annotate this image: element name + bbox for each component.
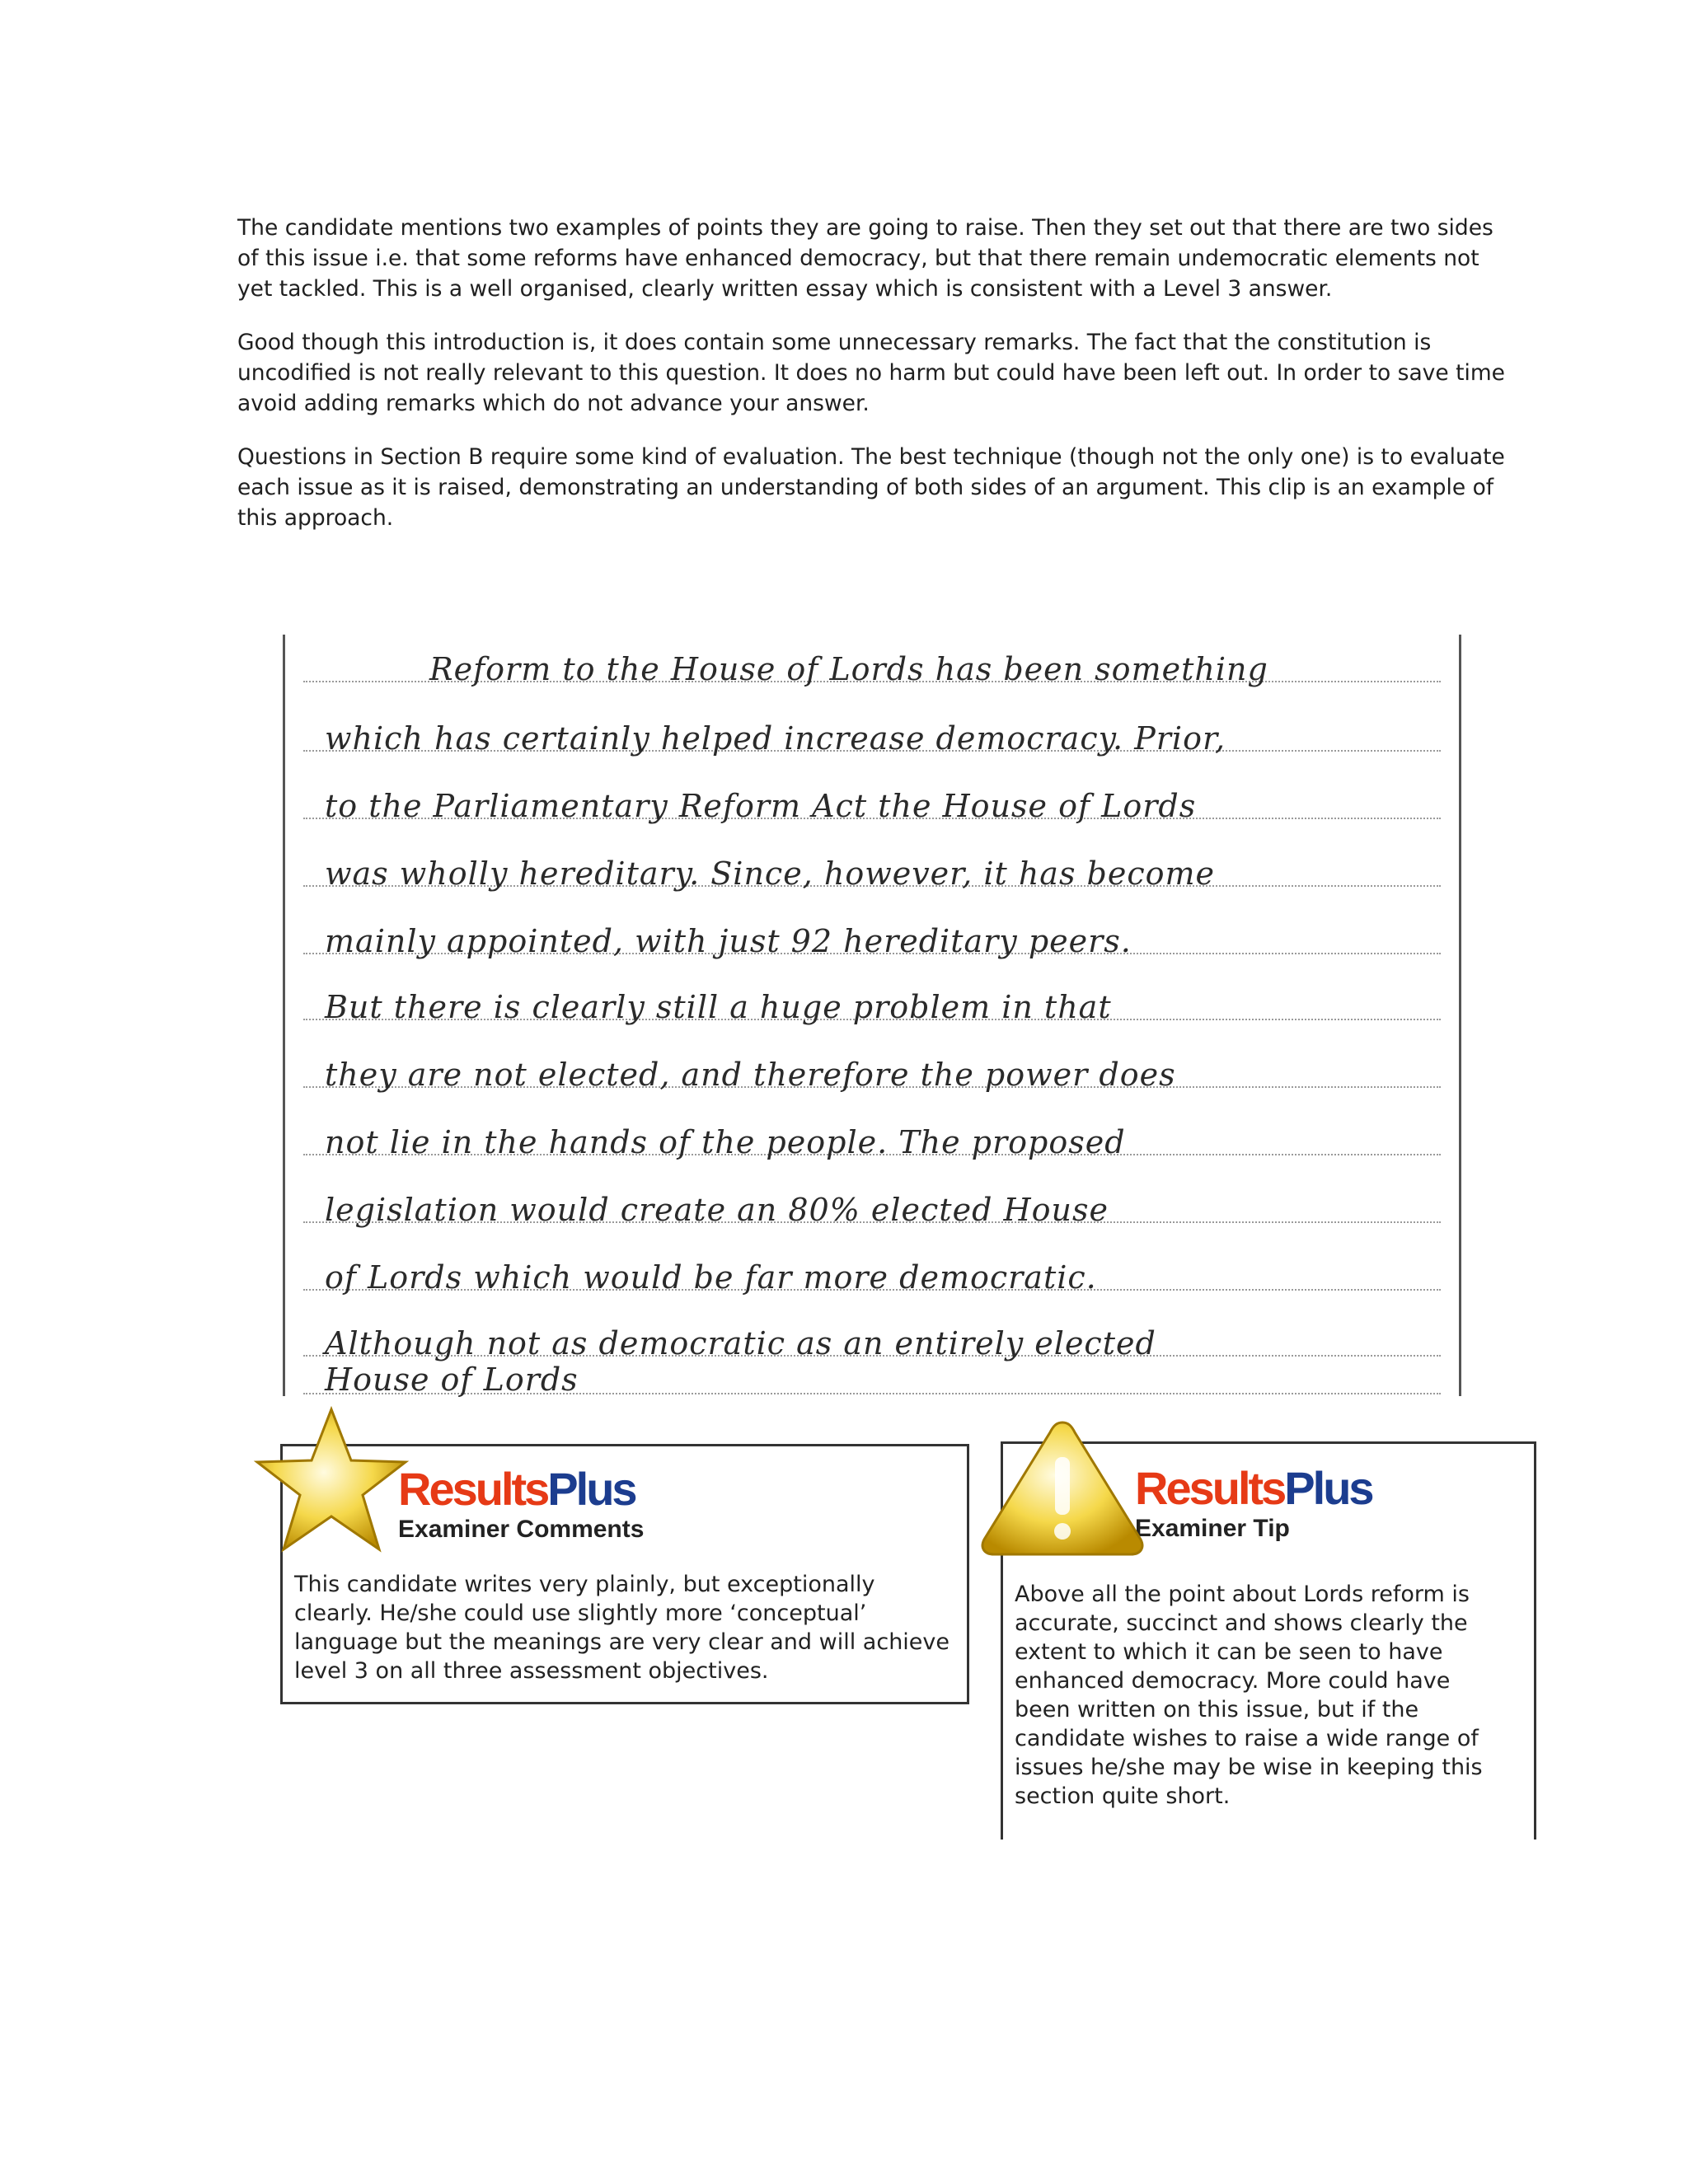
handwritten-line: of Lords which would be far more democratic. bbox=[325, 1259, 1097, 1296]
resultsplus-logo bbox=[1135, 1464, 1372, 1543]
handwritten-line: they are not elected, and therefore the power does bbox=[325, 1057, 1176, 1093]
brand-plus: Plus bbox=[1284, 1462, 1372, 1514]
brand-results: Results bbox=[398, 1463, 548, 1515]
warning-icon bbox=[976, 1416, 1149, 1564]
handwritten-line: Reform to the House of Lords has been something bbox=[429, 651, 1268, 687]
intro-paragraph-3: Questions in Section B require some kind of evaluation. The best technique (though not the only one) is to evaluate each issue as it is raised, demonstrating an understanding of both sides of an argument. This clip is an example of this approach. bbox=[237, 444, 1505, 531]
resultsplus-logo bbox=[398, 1465, 644, 1544]
examiner-intro bbox=[237, 213, 1507, 556]
handwritten-line: which has certainly helped increase democracy. Prior, bbox=[325, 720, 1226, 757]
handwritten-line: not lie in the hands of the people. The proposed bbox=[325, 1124, 1126, 1160]
examiner-tip-text: Above all the point about Lords reform is accurate, succinct and shows clearly the extent to which it can be seen to have enhanced democracy. More could have been written on this issue, but if the candidate wishes to raise a wide range of issues he/she may be wise in keeping this section quite short. bbox=[1015, 1582, 1483, 1809]
examiner-tip-heading: Examiner Tip bbox=[1135, 1515, 1290, 1542]
handwritten-line: But there is clearly still a huge problem in that bbox=[325, 989, 1112, 1025]
brand-results: Results bbox=[1135, 1462, 1285, 1514]
handwritten-answer-clip bbox=[283, 635, 1461, 1396]
handwritten-line: to the Parliamentary Reform Act the House of Lords bbox=[325, 788, 1197, 824]
brand-plus: Plus bbox=[547, 1463, 635, 1515]
handwritten-line: Although not as democratic as an entirely elected bbox=[325, 1325, 1156, 1361]
intro-paragraph-1: The candidate mentions two examples of points they are going to raise. Then they set out that there are two sides of this issue i.e. that some reforms have enhanced democracy, but that there remain undemocratic elements not yet tackled. This is a well organised, clearly written essay which is consistent with a Level 3 answer. bbox=[237, 215, 1493, 302]
intro-paragraph-2: Good though this introduction is, it does contain some unnecessary remarks. The fact that the constitution is uncodified is not really relevant to this question. It does no harm but could have been left out. In order to save time avoid adding remarks which do not advance your answer. bbox=[237, 330, 1505, 416]
examiner-comments-text: This candidate writes very plainly, but exceptionally clearly. He/she could use slightly more ‘conceptual’ language but the meanings are very clear and will achieve level 3 on all three assessment objectives. bbox=[294, 1572, 950, 1684]
handwritten-line: was wholly hereditary. Since, however, it has become bbox=[325, 855, 1216, 892]
examiner-comments-heading: Examiner Comments bbox=[398, 1516, 645, 1543]
handwritten-line: House of Lords bbox=[325, 1361, 579, 1398]
star-icon bbox=[249, 1401, 414, 1566]
handwritten-line: legislation would create an 80% elected House bbox=[325, 1192, 1109, 1228]
handwritten-line: mainly appointed, with just 92 hereditary peers. bbox=[325, 923, 1132, 959]
